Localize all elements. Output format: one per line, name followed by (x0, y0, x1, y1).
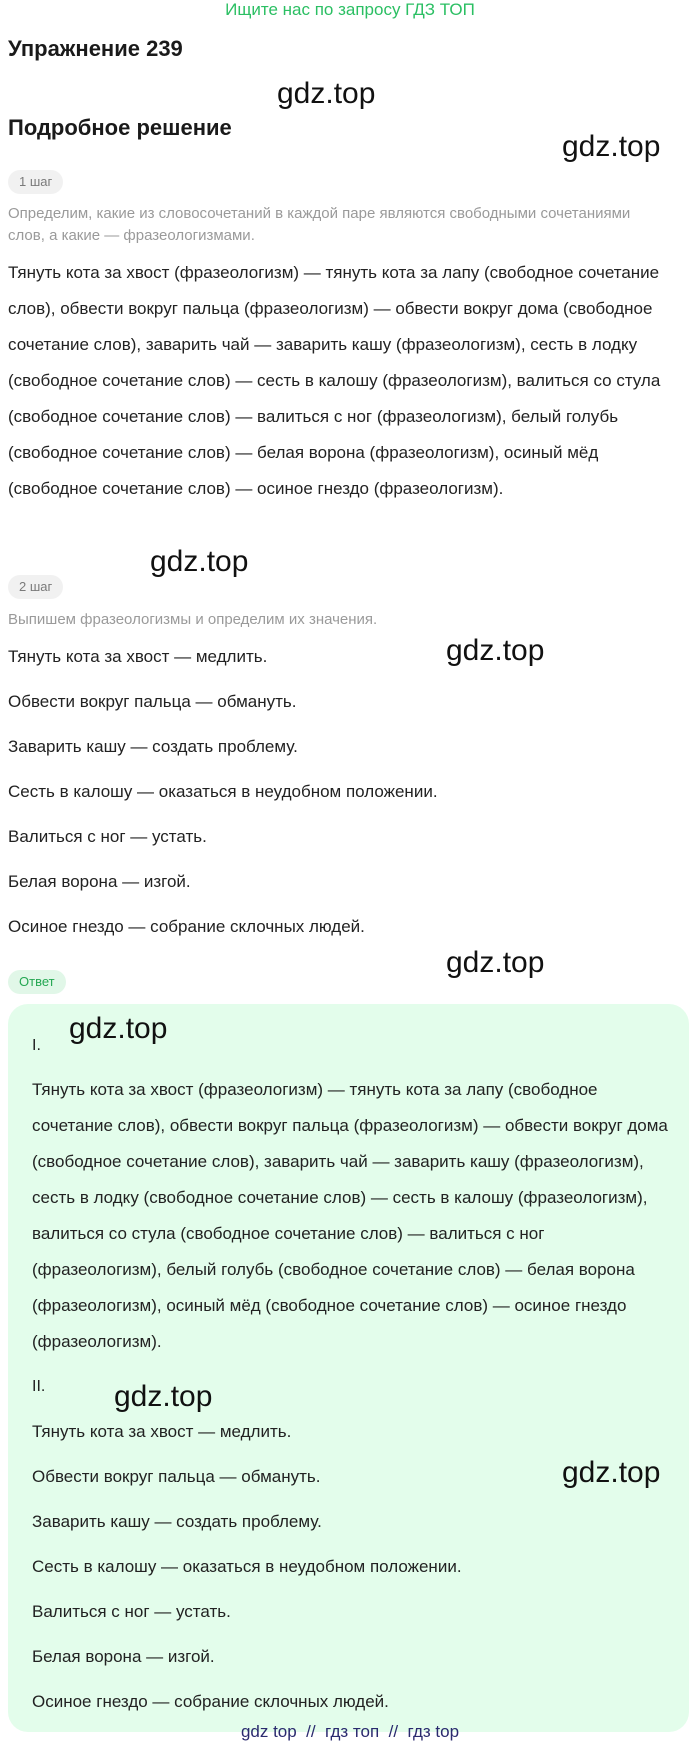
step-1-text: Тянуть кота за хвост (фразеологизм) — тянуть кота за лапу (свободное сочетание слов), обвести вокруг пальца (фразеологизм) — обвести вокруг дома (свободное сочетание слов), заварить чай — заварить кашу (фразеологизм), сесть в лодку (свободное сочетание слов) — сесть в калошу (фразеологизм), валиться со стула (свободное сочетание слов) — валиться с ног (фразеологизм), белый голубь (свободное сочетание слов) — белая ворона (фразеологизм), осиный мёд (свободное сочетание слов) — осиное гнездо (фразеологизм). (8, 263, 661, 498)
step-2-line: Обвести вокруг пальца — обмануть. (8, 692, 297, 711)
watermark: gdz.top (562, 1456, 661, 1489)
section-title: Подробное решение (8, 115, 232, 140)
watermark: gdz.top (446, 946, 545, 979)
step-1-badge (8, 170, 63, 194)
step-2-badge (8, 575, 63, 599)
step-2-label: 2 шаг (8, 575, 63, 599)
step-2-line: Валиться с ног — устать. (8, 827, 207, 846)
step-2-line: Сесть в калошу — оказаться в неудобном положении. (8, 782, 438, 801)
watermark: gdz.top (446, 634, 545, 667)
answer-line: Тянуть кота за хвост — медлить. (32, 1422, 292, 1441)
answer-line: Заварить кашу — создать проблему. (32, 1512, 322, 1531)
answer-line: Обвести вокруг пальца — обмануть. (32, 1467, 321, 1486)
step-2-line: Осиное гнездо — собрание склочных людей. (8, 917, 365, 936)
watermark: gdz.top (114, 1380, 213, 1413)
step-2-line: Заварить кашу — создать проблему. (8, 737, 298, 756)
answer-line: Валиться с ног — устать. (32, 1602, 231, 1621)
watermark: gdz.top (277, 77, 376, 110)
answer-line: Белая ворона — изгой. (32, 1647, 215, 1666)
answer-part-2-label: II. (32, 1378, 46, 1395)
answer-badge (8, 970, 66, 994)
watermark: gdz.top (562, 130, 661, 163)
answer-part-1-text: Тянуть кота за хвост (фразеологизм) — тянуть кота за лапу (свободное сочетание слов), обвести вокруг пальца (фразеологизм) — обвести вокруг дома (свободное сочетание слов), заварить чай — заварить кашу (фразеологизм), сесть в лодку (свободное сочетание слов) — сесть в калошу (фразеологизм), валиться со стула (свободное сочетание слов) — валиться с ног (фразеологизм), белый голубь (свободное сочетание слов) — белая ворона (фразеологизм), осиный мёд (свободное сочетание слов) — осиное гнездо (фразеологизм). (32, 1080, 668, 1351)
step-1-label: 1 шаг (8, 170, 63, 194)
watermark: gdz.top (150, 545, 249, 578)
answer-line: Осиное гнездо — собрание склочных людей. (32, 1692, 389, 1711)
step-2-line: Тянуть кота за хвост — медлить. (8, 647, 268, 666)
answer-label: Ответ (8, 970, 66, 994)
answer-part-1-label: I. (32, 1037, 41, 1054)
step-1-hint: Определим, какие из словосочетаний в каждой паре являются свободными сочетаниями слов, а какие — фразеологизмами. (8, 205, 631, 244)
watermark: gdz.top (69, 1012, 168, 1045)
footer-links: gdz top // гдз топ // гдз top (240, 1722, 460, 1741)
answer-line: Сесть в калошу — оказаться в неудобном положении. (32, 1557, 462, 1576)
search-banner: Ищите нас по запросу ГДЗ ТОП (225, 0, 475, 19)
step-2-hint: Выпишем фразеологизмы и определим их значения. (8, 611, 378, 628)
page-title: Упражнение 239 (8, 36, 183, 61)
step-2-line: Белая ворона — изгой. (8, 872, 191, 891)
